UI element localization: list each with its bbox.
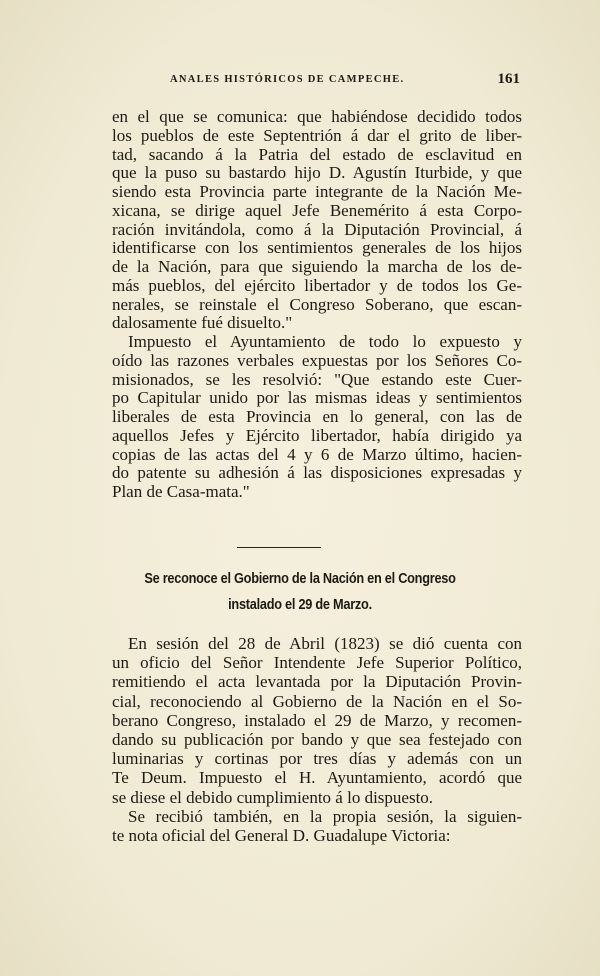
text-line: un oficio del Señor Intendente Jefe Superior Político,: [112, 653, 522, 673]
text-line: nerales, se reinstale el Congreso Soberano, que escan-: [112, 294, 522, 314]
text-line: Se recibió también, en la propia sesión, la siguien-: [128, 806, 522, 826]
text-line: liberales de esta Provincia en lo general, con las de: [112, 407, 522, 426]
section-heading-line-1: Se reconoce el Gobierno de la Nación en el Congreso: [144, 571, 456, 587]
text-line: los pueblos de este Septentrión á dar el grito de liber-: [112, 125, 522, 145]
text-line: tad, sacando á la Patria del estado de esclavitud en: [112, 144, 522, 164]
text-line: En sesión del 28 de Abril (1823) se dió cuenta con: [128, 634, 522, 653]
running-title: ANALES HISTÓRICOS DE CAMPECHE.: [170, 74, 405, 85]
text-line: berano Congreso, instalado el 29 de Marzo, y recomen-: [112, 710, 522, 730]
text-line: cial, reconociendo al Gobierno de la Nación en el So-: [112, 691, 522, 711]
text-line: ración invitándola, como á la Diputación Provincial, á: [112, 219, 522, 239]
section-divider: [237, 547, 321, 548]
text-line: en el que se comunica: que habiéndose decidido todos: [112, 107, 522, 126]
text-line: Plan de Casa-mata.": [112, 482, 250, 501]
running-header: [170, 71, 520, 92]
page-number: 161: [497, 71, 520, 87]
text-line: xicana, se dirige aquel Jefe Benemérito á esta Corpo-: [112, 200, 522, 220]
text-line: remitiendo el acta levantada por la Diputación Provin-: [112, 672, 522, 692]
text-line: misionados, se les resolvió: "Que estando este Cuer-: [112, 369, 522, 389]
text-line: dando su publicación por bando y que sea festejado con: [112, 730, 522, 749]
text-line: luminarias y cortinas por tres días y además con un: [112, 749, 522, 769]
text-line: oído las razones verbales expuestas por los Señores Co-: [112, 350, 522, 370]
text-line: que la puso su bastardo hijo D. Agustín Iturbide, y que: [112, 163, 522, 183]
text-line: Te Deum. Impuesto el H. Ayuntamiento, acordó que: [112, 768, 522, 788]
text-line: identificarse con los sentimientos generales de los hijos: [112, 238, 522, 258]
text-line: dalosamente fué disuelto.": [112, 313, 293, 333]
text-line: po Capitular unido por las mismas ideas y sentimientos: [112, 388, 522, 408]
text-line: de la Nación, para que siguiendo la marcha de los de-: [112, 257, 522, 276]
text-line: se diese el debido cumplimiento á lo dispuesto.: [112, 787, 434, 807]
text-line: Impuesto el Ayuntamiento de todo lo expuesto y: [128, 332, 522, 351]
text-line: do patente su adhesión á las disposiciones expresadas y: [112, 463, 522, 483]
text-line: copias de las actas del 4 y 6 de Marzo último, hacien-: [112, 444, 522, 464]
text-line: aquellos Jefes y Ejército libertador, había dirigido ya: [112, 425, 522, 445]
text-line: siendo esta Provincia parte integrante de la Nación Me-: [112, 182, 522, 201]
text-line: más pueblos, del ejército libertador y de todos los Ge-: [112, 275, 522, 295]
section-heading-line-2: instalado el 29 de Marzo.: [228, 597, 372, 613]
text-line: te nota oficial del General D. Guadalupe Victoria:: [112, 826, 451, 845]
